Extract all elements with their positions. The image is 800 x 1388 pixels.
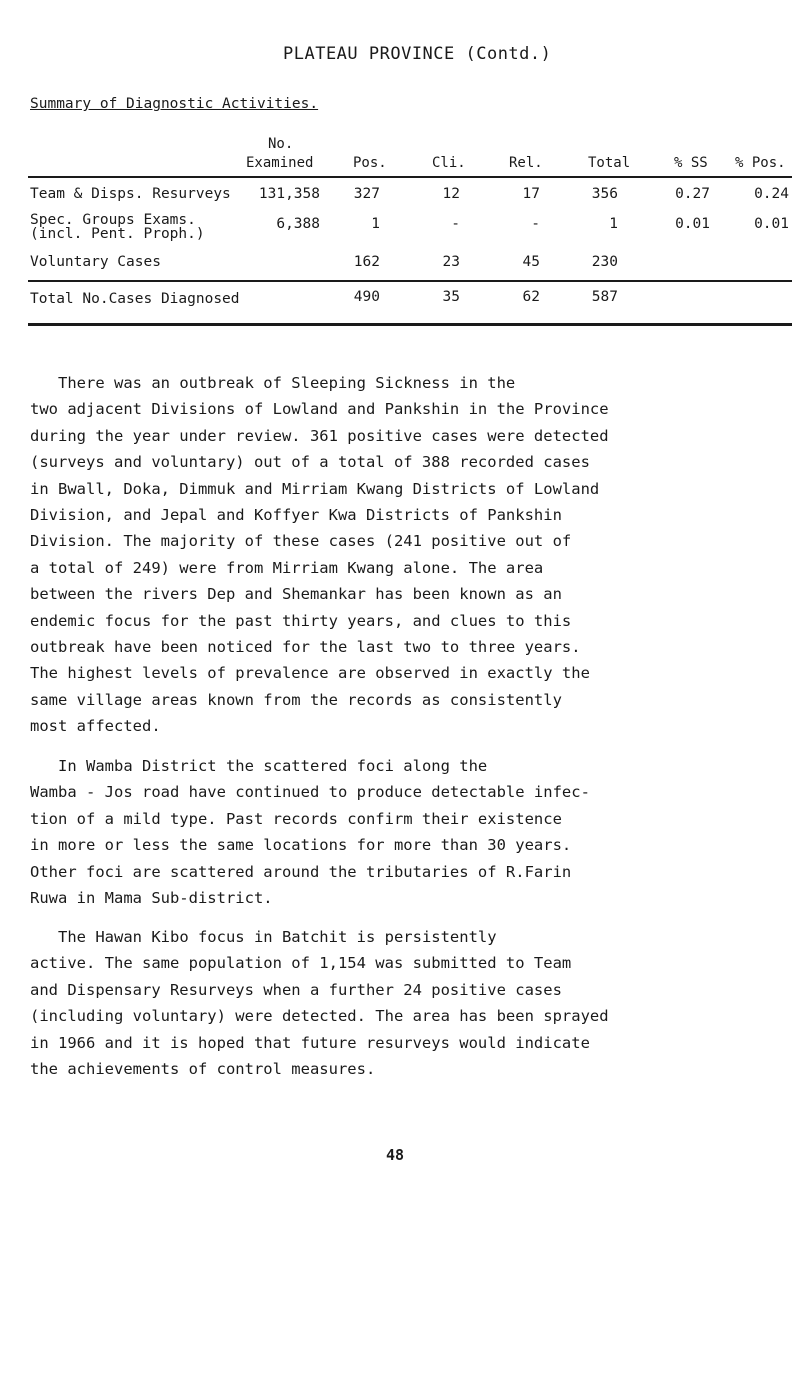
paragraph-line: (surveys and voluntary) out of a total of 388 recorded cases	[30, 453, 590, 472]
paragraph-line: outbreak have been noticed for the last two to three years.	[30, 638, 581, 657]
paragraph-line: between the rivers Dep and Shemankar has been known as an	[30, 585, 562, 604]
cell-cli: 35	[442, 289, 460, 305]
paragraph-line: and Dispensary Resurveys when a further 24 positive cases	[30, 980, 562, 999]
cell-total: 356	[591, 186, 618, 202]
cell-examined: 6,388	[276, 216, 320, 232]
cell-ss: 0.27	[675, 186, 710, 202]
paragraph-line: tion of a mild type. Past records confirm their existence	[30, 809, 562, 828]
col-header-no: No.	[268, 136, 294, 152]
cell-rel: 17	[522, 186, 540, 202]
col-header-cli: Cli.	[432, 155, 466, 171]
table-mid-rule	[28, 280, 792, 282]
paragraph-line: in Bwall, Doka, Dimmuk and Mirriam Kwang Districts of Lowland	[30, 479, 600, 498]
paragraph-line: two adjacent Divisions of Lowland and Pankshin in the Province	[30, 400, 609, 419]
paragraph	[30, 924, 609, 1082]
col-header-total: Total	[588, 155, 631, 171]
row-label: Team & Disps. Resurveys	[30, 186, 231, 202]
paragraph-line: (including voluntary) were detected. The area has been sprayed	[30, 1007, 609, 1026]
cell-rel: -	[531, 216, 540, 232]
row-label: Total No.Cases Diagnosed	[30, 291, 240, 307]
row-label: Spec. Groups Exams.	[30, 212, 196, 228]
cell-cli: 12	[442, 186, 460, 202]
paragraph	[30, 370, 609, 740]
paragraph-line: the achievements of control measures.	[30, 1060, 376, 1079]
paragraph-line: endemic focus for the past thirty years, and clues to this	[30, 611, 572, 630]
cell-pos: 327	[353, 186, 380, 202]
paragraph-line: active. The same population of 1,154 was submitted to Team	[30, 954, 572, 973]
col-header-examined: Examined	[246, 155, 314, 171]
col-header-ss: % SS	[674, 155, 708, 171]
paragraph-line: In Wamba District the scattered foci along the	[58, 757, 488, 775]
paragraph-line: most affected.	[30, 717, 161, 736]
paragraph-line: The highest levels of prevalence are observed in exactly the	[30, 664, 590, 683]
paragraph-line: in more or less the same locations for more than 30 years.	[30, 836, 572, 855]
cell-pct-pos: 0.24	[754, 186, 789, 202]
paragraph	[30, 753, 590, 911]
col-header-rel: Rel.	[509, 155, 543, 171]
cell-total: 587	[591, 289, 618, 305]
paragraph-line: during the year under review. 361 positive cases were detected	[30, 426, 609, 445]
table-bottom-rule	[28, 323, 792, 326]
row-label: Voluntary Cases	[30, 254, 161, 270]
cell-cli: 23	[442, 254, 460, 270]
cell-pos: 1	[371, 216, 380, 232]
cell-total: 1	[609, 216, 618, 232]
paragraph-line: in 1966 and it is hoped that future resurveys would indicate	[30, 1033, 590, 1052]
cell-ss: 0.01	[675, 216, 710, 232]
page-number: 48	[386, 1146, 405, 1164]
paragraph-line: Ruwa in Mama Sub-district.	[30, 889, 273, 908]
paragraph-line: Division, and Jepal and Koffyer Kwa Districts of Pankshin	[30, 506, 562, 525]
paragraph-line: Division. The majority of these cases (241 positive out of	[30, 532, 572, 551]
col-header-pos: Pos.	[353, 155, 387, 171]
paragraph-line: Wamba - Jos road have continued to produce detectable infec-	[30, 783, 590, 802]
col-header-pct-pos: % Pos.	[735, 155, 786, 171]
row-label-line2: (incl. Pent. Proph.)	[30, 226, 205, 242]
paragraph-line: a total of 249) were from Mirriam Kwang alone. The area	[30, 558, 544, 577]
cell-rel: 62	[522, 289, 540, 305]
cell-total: 230	[591, 254, 618, 270]
table-top-rule	[28, 176, 792, 178]
paragraph-line: Other foci are scattered around the tributaries of R.Farin	[30, 862, 572, 881]
cell-cli: -	[451, 216, 460, 232]
cell-rel: 45	[522, 254, 540, 270]
paragraph-line: The Hawan Kibo focus in Batchit is persistently	[58, 928, 497, 946]
page-title: PLATEAU PROVINCE (Contd.)	[283, 44, 552, 64]
paragraph-line: same village areas known from the records as consistently	[30, 690, 562, 709]
cell-pos: 162	[353, 254, 380, 270]
cell-pos: 490	[353, 289, 380, 305]
cell-examined: 131,358	[258, 186, 320, 202]
paragraph-line: There was an outbreak of Sleeping Sickness in the	[58, 374, 516, 392]
section-heading: Summary of Diagnostic Activities.	[30, 96, 319, 112]
cell-pct-pos: 0.01	[754, 216, 789, 232]
